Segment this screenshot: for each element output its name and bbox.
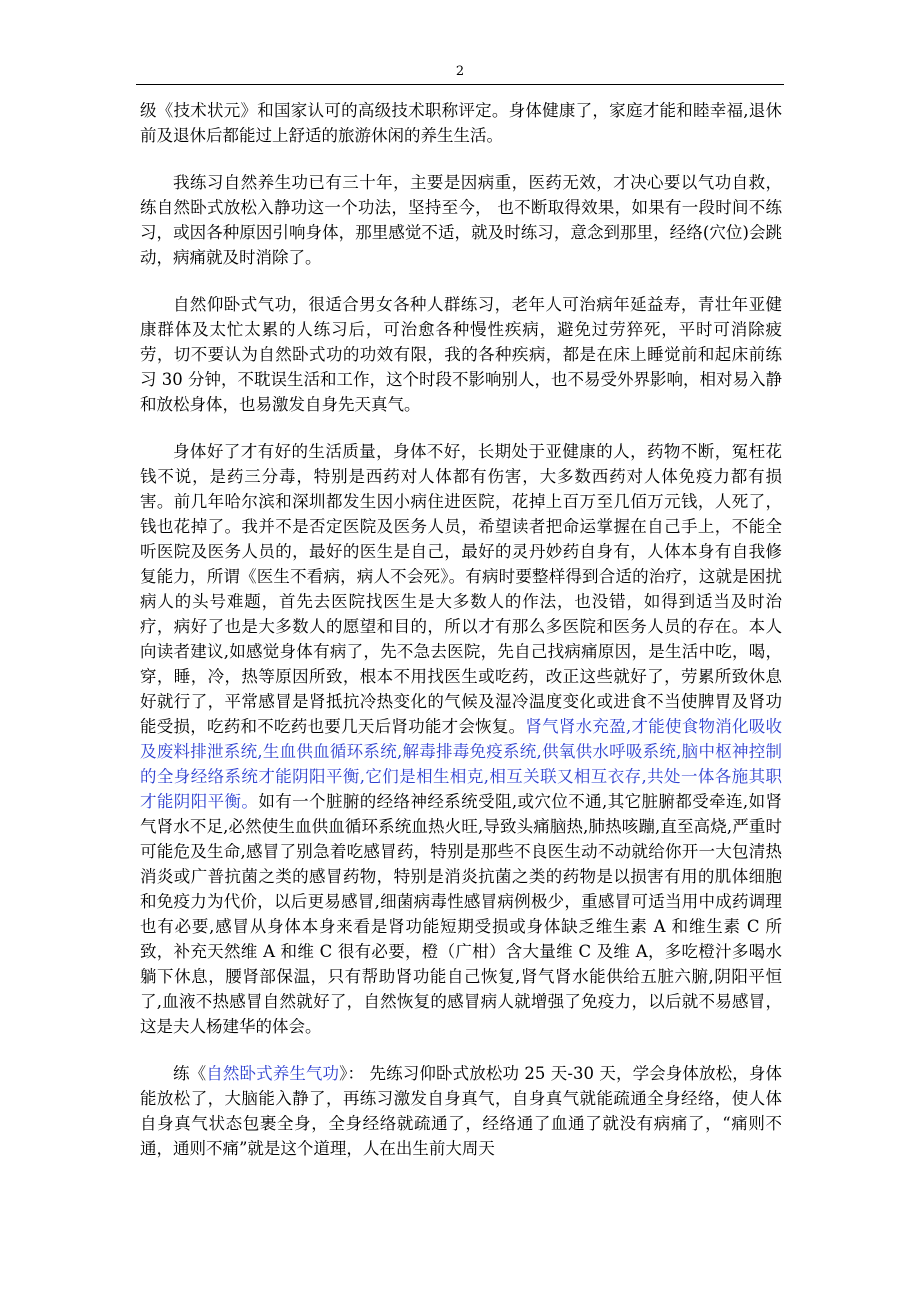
paragraph-4 [140, 439, 782, 1039]
paragraph-5-text-after: 》： 先练习仰卧式放松功 25 天-30 天，学会身体放松，身体能放松了，大脑能入静了，再练习激发自身真气，自身真气就能疏通全身经络，使人体自身真气状态包裹全身，全身经络就疏通了，经络通了血通了就没有病痛了，“痛则不通，通则不痛”就是这个道理，人在出生前大周天 [140, 1064, 783, 1158]
header-rule [136, 84, 784, 85]
page-number: 2 [455, 64, 465, 79]
paragraph-5-text-before: 练《 [173, 1064, 207, 1083]
paragraph-1 [140, 98, 782, 148]
paragraph-2-text: 我练习自然养生功已有三十年，主要是因病重，医药无效，才决心要以气功自救，练自然卧式放松入静功这一个功法，坚持至今， 也不断取得效果，如果有一段时间不练习，或因各种原因引响身体，那里感觉不适，就及时练习，意念到那里，经络(穴位)会跳动，病痛就及时消除了。 [140, 173, 782, 267]
paragraph-5-link-title[interactable]: 自然卧式养生气功 [206, 1064, 340, 1083]
paragraph-4-text-before: 身体好了才有好的生活质量，身体不好，长期处于亚健康的人，药物不断，冤枉花钱不说，是药三分毒，特别是西药对人体都有伤害，大多数西药对人体免疫力都有损害。前几年哈尔滨和深圳都发生因小病住进医院，花掉上百万至几佰万元钱，人死了，钱也花掉了。我并不是否定医院及医务人员，希望读者把命运掌握在自己手上，不能全听医院及医务人员的，最好的医生是自己，最好的灵丹妙药自身有，人体本身有自我修复能力，所谓《医生不看病，病人不会死》。有病时要整样得到合适的治疗，这就是困扰病人的头号难题，首先去医院找医生是大多数人的作法，也没错，如得到适当及时治疗，病好了也是大多数人的愿望和目的，所以才有那么多医院和医务人员的存在。本人向读者建议,如感觉身体有病了，先不急去医院，先自己找病痛原因，是生活中吃，喝，穿，睡，冷，热等原因所致，根本不用找医生或吃药，改正这些就好了，劳累所致休息好就行了，平常感冒是肾抵抗冷热变化的气候及湿冷温度变化或进食不当使脾胃及肾功能受损，吃药和不吃药也要几天后肾功能才会恢复。 [140, 442, 782, 736]
paragraph-4-text-after: 如有一个脏腑的经络神经系统受阻,或穴位不通,其它脏腑都受牵连,如肾气肾水不足,必然使生血供血循环系统血热火旺,导致头痛脑热,肺热咳蹦,直至高烧,严重时可能危及生命,感冒了别急着吃感冒药，特别是那些不良医生动不动就给你开一大包清热消炎或广普抗菌之类的感冒药物，特别是消炎抗菌之类的药物是以损害有用的肌体细胞和免疫力为代价，以后更易感冒,细菌病毒性感冒病例极少，重感冒可适当用中成药调理也有必要,感冒从身体本身来看是肾功能短期受损或身体缺乏维生素 A 和维生素 C 所致，补充天然维 A 和维 C 很有必要，橙（广柑）含大量维 C 及维 A，多吃橙汁多喝水躺下休息，腰肾部保温，只有帮助肾功能自己恢复,肾气肾水能供给五脏六腑,阴阳平恒了,血液不热感冒自然就好了，自然恢复的感冒病人就增强了免疫力，以后就不易感冒，这是夫人杨建华的体会。 [140, 792, 782, 1036]
paragraph-1-text: 级《技术状元》和国家认可的高级技术职称评定。身体健康了，家庭才能和睦幸福,退休前及退休后都能过上舒适的旅游休闲的养生生活。 [140, 101, 782, 145]
paragraph-3 [140, 292, 782, 417]
paragraph-5 [140, 1061, 782, 1161]
document-body [140, 98, 782, 1183]
paragraph-3-text: 自然仰卧式气功，很适合男女各种人群练习，老年人可治病年延益寿，青壮年亚健康群体及太忙太累的人练习后，可治愈各种慢性疾病，避免过劳猝死，平时可消除疲劳，切不要认为自然卧式功的功效有限，我的各种疾病，都是在床上睡觉前和起床前练习 30 分钟，不耽误生活和工作，这个时段不影响别人，也不易受外界影响，相对易入静和放松身体，也易激发自身先天真气。 [140, 295, 782, 414]
paragraph-2 [140, 170, 782, 270]
paragraph-4-highlight: 肾气肾水充盈,才能使食物消化吸收及废料排泄系统,生血供血循环系统,解毒排毒免疫系统,供氧供水呼吸系统,脑中枢神控制的全身经络系统才能阴阳平衡,它们是相生相克,相互关联又相互衣存,共处一体各施其职才能阴阳平衡。 [140, 717, 782, 811]
